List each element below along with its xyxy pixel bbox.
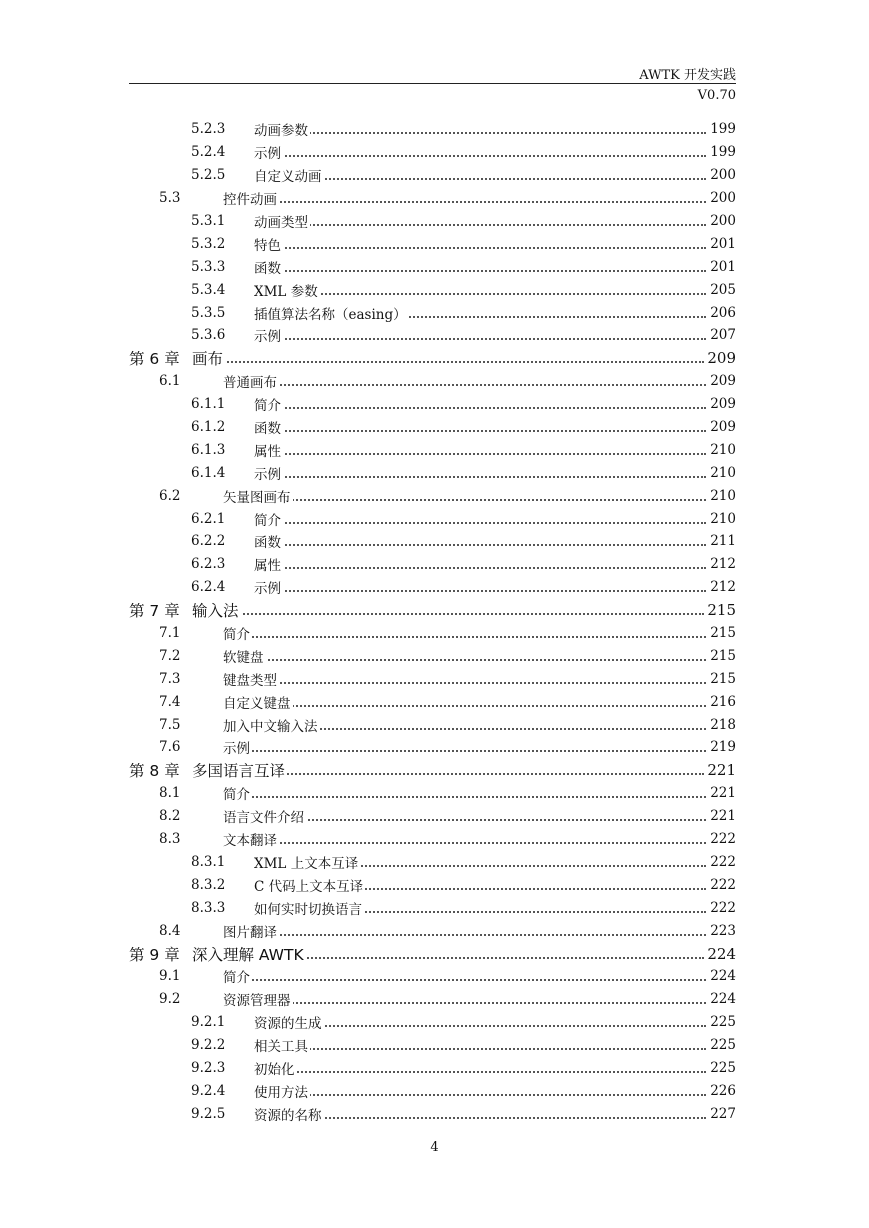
toc-entry[interactable] bbox=[129, 713, 736, 736]
toc-entry-page: 207 bbox=[710, 327, 736, 344]
toc-dot-leader bbox=[254, 1047, 706, 1050]
toc-entry-title: 简介 bbox=[254, 394, 283, 414]
toc-entry-number: 8.3.3 bbox=[191, 899, 226, 916]
toc-entry-number: 第 7 章 bbox=[129, 602, 180, 621]
toc-entry-title: 文本翻译 bbox=[223, 829, 279, 849]
toc-entry-number: 9.1 bbox=[159, 968, 181, 985]
toc-entry-page: 225 bbox=[710, 1014, 736, 1031]
toc-entry-page: 201 bbox=[710, 258, 736, 275]
toc-entry-number: 8.3.1 bbox=[191, 853, 226, 870]
toc-entry-number: 8.1 bbox=[159, 785, 181, 802]
toc-entry-title: 函数 bbox=[254, 257, 283, 277]
toc-dot-leader bbox=[254, 475, 706, 478]
toc-entry-page: 221 bbox=[707, 761, 736, 780]
toc-entry-page: 216 bbox=[710, 693, 736, 710]
toc-entry-title: 键盘类型 bbox=[223, 669, 279, 689]
toc-entry-title: 函数 bbox=[254, 531, 283, 551]
toc-entry-title: 简介 bbox=[223, 623, 252, 643]
toc-entry-page: 222 bbox=[710, 876, 736, 893]
toc-dot-leader bbox=[254, 292, 706, 295]
toc-entry-title: C 代码上文本互译 bbox=[254, 875, 365, 895]
toc-entry-number: 5.2.3 bbox=[191, 121, 226, 138]
toc-entry-number: 6.1 bbox=[159, 373, 181, 390]
toc-dot-leader bbox=[254, 406, 706, 409]
toc-dot-leader bbox=[254, 429, 706, 432]
toc-entry[interactable] bbox=[129, 370, 736, 393]
toc-entry-title: 加入中文输入法 bbox=[223, 715, 320, 735]
toc-entry-page: 210 bbox=[710, 510, 736, 527]
toc-entry-page: 224 bbox=[710, 991, 736, 1008]
toc-entry-page: 210 bbox=[710, 441, 736, 458]
toc-entry-page: 224 bbox=[710, 968, 736, 985]
toc-entry[interactable] bbox=[129, 507, 736, 530]
toc-entry[interactable] bbox=[129, 851, 736, 874]
toc-entry-number: 5.3.4 bbox=[191, 281, 226, 298]
toc-entry[interactable] bbox=[129, 484, 736, 507]
toc-entry[interactable] bbox=[129, 164, 736, 187]
toc-entry[interactable] bbox=[129, 1057, 736, 1080]
toc-entry-title: 使用方法 bbox=[254, 1081, 310, 1101]
toc-entry-title: 特色 bbox=[254, 234, 283, 254]
toc-entry[interactable] bbox=[129, 278, 736, 301]
toc-dot-leader bbox=[254, 337, 706, 340]
toc-dot-leader bbox=[254, 269, 706, 272]
toc-dot-leader bbox=[223, 658, 706, 661]
toc-dot-leader bbox=[254, 223, 706, 226]
toc-entry-page: 222 bbox=[710, 831, 736, 848]
toc-entry-number: 5.3 bbox=[159, 190, 181, 207]
toc-entry-page: 209 bbox=[710, 373, 736, 390]
toc-chapter-entry[interactable] bbox=[129, 942, 736, 965]
toc-entry-page: 225 bbox=[710, 1059, 736, 1076]
toc-entry-page: 209 bbox=[710, 419, 736, 436]
toc-entry-title: 自定义键盘 bbox=[223, 692, 293, 712]
toc-entry-number: 8.3.2 bbox=[191, 876, 226, 893]
toc-entry[interactable] bbox=[129, 1034, 736, 1057]
toc-entry-number: 9.2 bbox=[159, 991, 181, 1008]
toc-entry-title: XML 参数 bbox=[254, 280, 320, 300]
toc-entry-number: 5.2.4 bbox=[191, 144, 226, 161]
toc-chapter-entry[interactable] bbox=[129, 599, 736, 622]
toc-entry-title: 资源的名称 bbox=[254, 1104, 324, 1124]
toc-entry-title: 动画参数 bbox=[254, 119, 310, 139]
toc-entry-title: 函数 bbox=[254, 417, 283, 437]
toc-dot-leader bbox=[223, 635, 706, 638]
toc-entry[interactable] bbox=[129, 553, 736, 576]
toc-entry-title: 示例 bbox=[254, 142, 283, 162]
page-number: 4 bbox=[430, 1140, 439, 1155]
toc-entry[interactable] bbox=[129, 324, 736, 347]
toc-entry-page: 200 bbox=[710, 167, 736, 184]
toc-entry-number: 第 6 章 bbox=[129, 350, 180, 369]
toc-dot-leader bbox=[223, 749, 706, 752]
toc-entry-title: 属性 bbox=[254, 440, 283, 460]
toc-entry-title: 插值算法名称（easing） bbox=[254, 303, 409, 323]
toc-entry-title: 如何实时切换语言 bbox=[254, 898, 364, 918]
toc-entry-number: 9.2.4 bbox=[191, 1082, 226, 1099]
toc-entry-title: 相关工具 bbox=[254, 1035, 310, 1055]
toc-entry-title: 示例 bbox=[223, 737, 252, 757]
toc-entry[interactable] bbox=[129, 988, 736, 1011]
toc-entry-page: 222 bbox=[710, 853, 736, 870]
toc-entry-number: 6.2.3 bbox=[191, 556, 226, 573]
toc-entry-page: 210 bbox=[710, 487, 736, 504]
toc-entry[interactable] bbox=[129, 965, 736, 988]
toc-entry-title: 普通画布 bbox=[223, 371, 279, 391]
toc-entry-title: 示例 bbox=[254, 577, 283, 597]
toc-entry[interactable] bbox=[129, 667, 736, 690]
toc-entry-title: 简介 bbox=[223, 783, 252, 803]
toc-entry-title: 软键盘 bbox=[223, 646, 266, 666]
toc-entry-page: 212 bbox=[710, 579, 736, 596]
header-title: AWTK 开发实践 bbox=[639, 68, 736, 83]
toc-entry-page: 215 bbox=[710, 647, 736, 664]
toc-entry[interactable] bbox=[129, 1102, 736, 1125]
toc-entry-page: 199 bbox=[710, 144, 736, 161]
toc-dot-leader bbox=[192, 612, 704, 615]
toc-entry-page: 225 bbox=[710, 1037, 736, 1054]
toc-entry[interactable] bbox=[129, 232, 736, 255]
toc-entry-number: 7.2 bbox=[159, 647, 181, 664]
toc-chapter-entry[interactable] bbox=[129, 759, 736, 782]
toc-entry-number: 6.2.1 bbox=[191, 510, 226, 527]
toc-entry-page: 209 bbox=[710, 396, 736, 413]
toc-dot-leader bbox=[223, 498, 706, 501]
toc-entry[interactable] bbox=[129, 118, 736, 141]
toc-dot-leader bbox=[254, 521, 706, 524]
toc-entry[interactable] bbox=[129, 736, 736, 759]
toc-entry-number: 5.3.5 bbox=[191, 304, 226, 321]
toc-dot-leader bbox=[223, 383, 706, 386]
toc-entry-number: 8.3 bbox=[159, 831, 181, 848]
toc-entry[interactable] bbox=[129, 530, 736, 553]
toc-entry-page: 205 bbox=[710, 281, 736, 298]
toc-entry[interactable] bbox=[129, 828, 736, 851]
toc-entry[interactable] bbox=[129, 301, 736, 324]
toc-dot-leader bbox=[223, 933, 706, 936]
toc-entry-title: 画布 bbox=[192, 347, 225, 369]
toc-dot-leader bbox=[223, 704, 706, 707]
toc-entry-number: 7.1 bbox=[159, 625, 181, 642]
toc-entry-number: 6.2.4 bbox=[191, 579, 226, 596]
toc-entry[interactable] bbox=[129, 782, 736, 805]
toc-dot-leader bbox=[223, 200, 706, 203]
toc-entry-number: 9.2.3 bbox=[191, 1059, 226, 1076]
toc-dot-leader bbox=[223, 681, 706, 684]
toc-entry[interactable] bbox=[129, 1079, 736, 1102]
toc-entry-title: 深入理解 AWTK bbox=[192, 943, 306, 965]
toc-entry-number: 9.2.5 bbox=[191, 1105, 226, 1122]
toc-entry[interactable] bbox=[129, 1011, 736, 1034]
toc-entry-title: 多国语言互译 bbox=[192, 759, 287, 781]
toc-entry-page: 218 bbox=[710, 716, 736, 733]
toc-entry-title: 示例 bbox=[254, 463, 283, 483]
toc-entry-number: 9.2.2 bbox=[191, 1037, 226, 1054]
toc-dot-leader bbox=[254, 246, 706, 249]
toc-entry-number: 7.6 bbox=[159, 739, 181, 756]
toc-entry-page: 219 bbox=[710, 739, 736, 756]
toc-entry-number: 6.1.1 bbox=[191, 396, 226, 413]
toc-entry-page: 222 bbox=[710, 899, 736, 916]
toc-entry-number: 6.1.3 bbox=[191, 441, 226, 458]
toc-entry[interactable] bbox=[129, 187, 736, 210]
toc-entry-number: 第 9 章 bbox=[129, 945, 180, 964]
toc-entry-title: 输入法 bbox=[192, 599, 241, 621]
toc-entry-number: 6.1.2 bbox=[191, 419, 226, 436]
toc-entry-title: 自定义动画 bbox=[254, 165, 324, 185]
toc-entry-number: 9.2.1 bbox=[191, 1014, 226, 1031]
toc-entry-number: 7.5 bbox=[159, 716, 181, 733]
toc-entry-title: 矢量图画布 bbox=[223, 486, 293, 506]
toc-dot-leader bbox=[223, 1001, 706, 1004]
toc-entry-title: 动画类型 bbox=[254, 211, 310, 231]
toc-dot-leader bbox=[254, 543, 706, 546]
toc-entry-title: 简介 bbox=[223, 966, 252, 986]
toc-entry-number: 8.2 bbox=[159, 808, 181, 825]
toc-entry[interactable] bbox=[129, 255, 736, 278]
toc-entry[interactable] bbox=[129, 438, 736, 461]
toc-entry-page: 224 bbox=[707, 944, 736, 963]
toc-entry-page: 200 bbox=[710, 213, 736, 229]
toc-dot-leader bbox=[254, 1070, 706, 1073]
toc-entry-number: 5.2.5 bbox=[191, 167, 226, 184]
toc-dot-leader bbox=[192, 360, 704, 363]
toc-entry[interactable] bbox=[129, 461, 736, 484]
toc-entry-title: XML 上文本互译 bbox=[254, 852, 360, 872]
toc-dot-leader bbox=[223, 841, 706, 844]
toc-entry-title: 初始化 bbox=[254, 1058, 297, 1078]
toc-entry[interactable] bbox=[129, 393, 736, 416]
toc-dot-leader bbox=[254, 589, 706, 592]
toc-dot-leader bbox=[254, 1093, 706, 1096]
toc-entry-number: 8.4 bbox=[159, 922, 181, 939]
toc-entry[interactable] bbox=[129, 896, 736, 919]
toc-entry[interactable] bbox=[129, 141, 736, 164]
toc-entry-page: 215 bbox=[710, 670, 736, 687]
toc-dot-leader bbox=[254, 154, 706, 157]
toc-entry-number: 6.2 bbox=[159, 487, 181, 504]
toc-entry[interactable] bbox=[129, 210, 736, 233]
table-of-contents bbox=[129, 118, 736, 1125]
toc-entry-page: 211 bbox=[710, 533, 736, 550]
toc-entry-number: 6.1.4 bbox=[191, 464, 226, 481]
toc-entry-title: 语言文件介绍 bbox=[223, 806, 306, 826]
toc-entry-number: 7.3 bbox=[159, 670, 181, 687]
toc-dot-leader bbox=[254, 131, 706, 134]
toc-entry[interactable] bbox=[129, 644, 736, 667]
toc-entry[interactable] bbox=[129, 873, 736, 896]
toc-entry-page: 215 bbox=[707, 601, 736, 620]
toc-entry[interactable] bbox=[129, 622, 736, 645]
toc-entry-title: 简介 bbox=[254, 509, 283, 529]
toc-dot-leader bbox=[254, 566, 706, 569]
toc-entry[interactable] bbox=[129, 690, 736, 713]
toc-entry-title: 控件动画 bbox=[223, 188, 279, 208]
toc-entry-page: 209 bbox=[707, 349, 736, 368]
toc-entry-page: 200 bbox=[710, 190, 736, 207]
toc-entry[interactable] bbox=[129, 919, 736, 942]
toc-entry-page: 226 bbox=[710, 1082, 736, 1099]
toc-dot-leader bbox=[254, 452, 706, 455]
toc-entry-page: 215 bbox=[710, 625, 736, 642]
toc-entry-number: 5.3.2 bbox=[191, 235, 226, 252]
toc-entry-number: 7.4 bbox=[159, 693, 181, 710]
toc-entry[interactable] bbox=[129, 416, 736, 439]
toc-entry-title: 图片翻译 bbox=[223, 921, 279, 941]
toc-entry-page: 201 bbox=[710, 235, 736, 252]
toc-entry-number: 6.2.2 bbox=[191, 533, 226, 550]
toc-entry-page: 227 bbox=[710, 1105, 736, 1122]
toc-entry-page: 212 bbox=[710, 556, 736, 573]
toc-entry-page: 206 bbox=[710, 304, 736, 321]
toc-dot-leader bbox=[223, 795, 706, 798]
toc-entry-number: 5.3.1 bbox=[191, 213, 226, 229]
toc-entry-number: 5.3.3 bbox=[191, 258, 226, 275]
toc-entry[interactable] bbox=[129, 576, 736, 599]
toc-entry-page: 223 bbox=[710, 922, 736, 939]
toc-entry[interactable] bbox=[129, 805, 736, 828]
toc-chapter-entry[interactable] bbox=[129, 347, 736, 370]
toc-dot-leader bbox=[223, 978, 706, 981]
header-divider bbox=[129, 83, 736, 84]
toc-entry-number: 5.3.6 bbox=[191, 327, 226, 344]
toc-entry-title: 示例 bbox=[254, 325, 283, 345]
toc-entry-page: 221 bbox=[710, 808, 736, 825]
toc-entry-title: 资源的生成 bbox=[254, 1012, 324, 1032]
toc-entry-title: 资源管理器 bbox=[223, 989, 293, 1009]
toc-entry-page: 210 bbox=[710, 464, 736, 481]
header-version: V0.70 bbox=[697, 88, 736, 103]
toc-entry-number: 第 8 章 bbox=[129, 762, 180, 781]
toc-entry-page: 199 bbox=[710, 121, 736, 138]
toc-entry-title: 属性 bbox=[254, 554, 283, 574]
toc-entry-page: 221 bbox=[710, 785, 736, 802]
